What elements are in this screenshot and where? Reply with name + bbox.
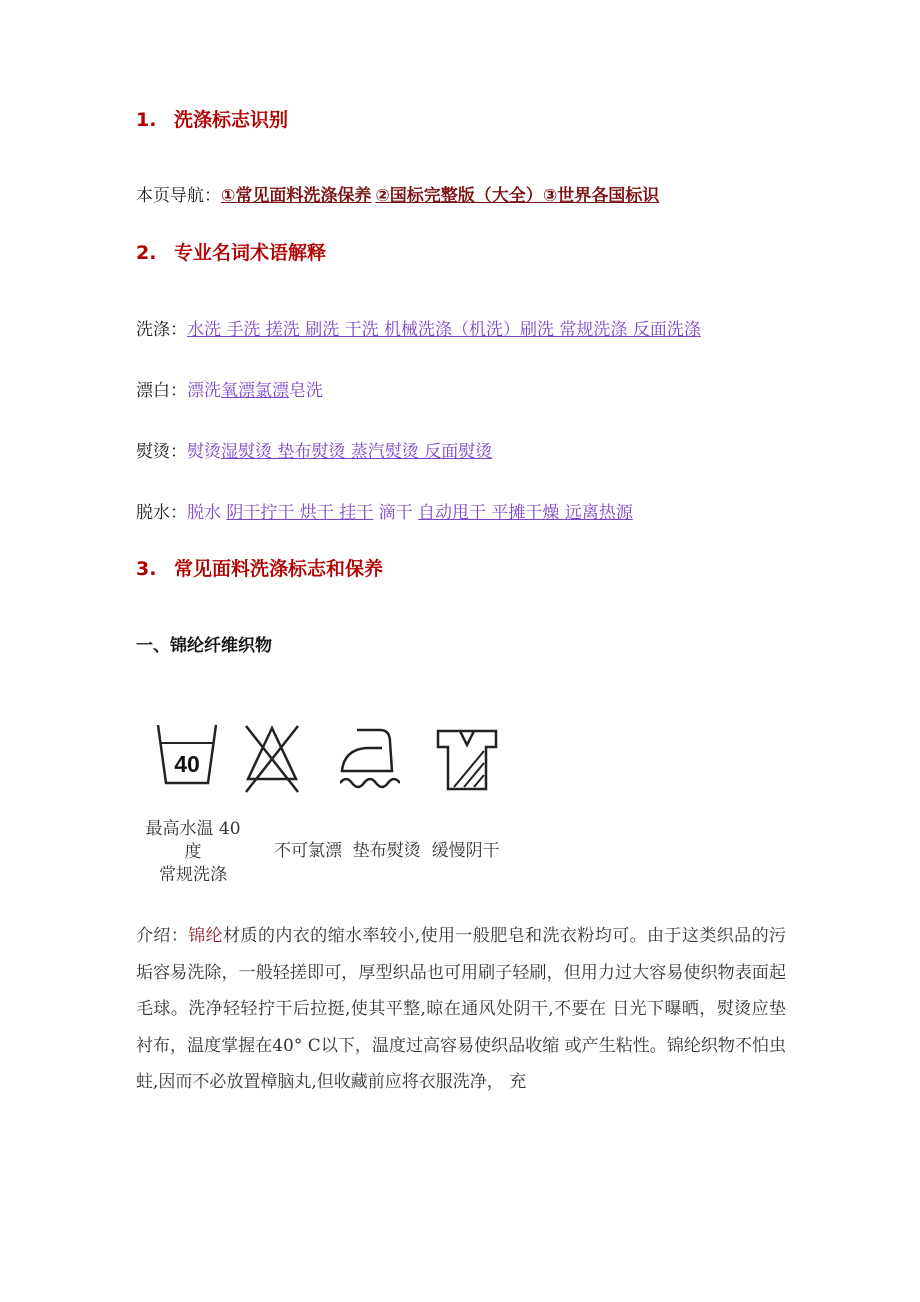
caption-line: 最高水温 40 (145, 819, 241, 839)
term-label: 漂白： (136, 381, 187, 401)
term-link[interactable]: 水洗 手洗 搓洗 刷洗 干洗 机械洗涤（机洗）刷洗 常规洗涤 反面洗涤 (187, 320, 701, 340)
nav-label: 本页导航： (136, 186, 221, 206)
wash-40-icon (152, 715, 222, 785)
heading-1: 1. 洗涤标志识别 (136, 109, 289, 131)
term-link[interactable]: 脱水 (187, 503, 221, 523)
terms-wash (136, 315, 701, 340)
terms-bleach (136, 376, 323, 401)
intro-label: 介绍： (136, 926, 189, 946)
wash-temp-label: 40 (174, 751, 200, 777)
term-link[interactable]: 湿熨烫 垫布熨烫 蒸汽熨烫 反面熨烫 (221, 442, 493, 462)
no-chlorine-bleach-icon (244, 724, 300, 794)
term-link[interactable]: 自动甩干 平摊干燥 远离热源 (418, 503, 633, 523)
intro-text: 材质的内衣的缩水率较小,使用一般肥皂和洗衣粉均可。由于这类织品的污垢容易洗除，一般轻搓即可，厚型织品也可用刷子轻刷，但用力过大容易使织物表面起毛球。洗净轻轻拧干后拉挺,使其平整,晾在通风处阴干,不要在 日光下曝晒，熨烫应垫衬布，温度掌握在40° C以下，温度过高容易使织品收缩 或产生粘性。锦纶织物不怕虫蛀,因而不必放置樟脑丸,但收藏前应将衣服洗净， 充 (136, 926, 786, 1092)
shade-dry-shirt-icon (436, 729, 498, 791)
caption-line: 度 (184, 842, 202, 862)
nav-link-national-standard[interactable]: ②国标完整版（大全） (375, 186, 543, 206)
page-nav (136, 181, 659, 206)
term-link[interactable]: 阴干拧干 烘干 挂干 (226, 503, 374, 523)
term-link[interactable]: 漂洗 (187, 381, 221, 401)
heading-3: 3. 常见面料洗涤标志和保养 (136, 558, 384, 580)
term-label: 熨烫： (136, 442, 187, 462)
iron-with-cloth-icon (340, 728, 400, 790)
term-link[interactable]: 皂洗 (289, 381, 323, 401)
nav-link-world-labels[interactable]: ③世界各国标识 (542, 186, 660, 206)
wash-caption (140, 818, 246, 887)
term-link[interactable]: 滴干 (378, 503, 413, 523)
intro-highlight: 锦纶 (188, 926, 224, 946)
term-label: 洗涤： (136, 320, 187, 340)
symbols-caption: 不可氯漂 垫布熨烫 缓慢阴干 (274, 841, 500, 861)
term-link[interactable]: 熨烫 (187, 442, 221, 462)
subsection-title: 一、锦纶纤维织物 (136, 636, 272, 656)
term-link[interactable]: 氧漂氯漂 (221, 381, 289, 401)
heading-2: 2. 专业名词术语解释 (136, 242, 327, 264)
terms-iron (136, 437, 492, 462)
caption-line: 常规洗涤 (159, 865, 227, 885)
terms-dry (136, 498, 633, 523)
intro-paragraph (136, 918, 786, 1101)
nav-link-common-fabrics[interactable]: ①常见面料洗涤保养 (221, 186, 372, 206)
term-label: 脱水： (136, 503, 187, 523)
